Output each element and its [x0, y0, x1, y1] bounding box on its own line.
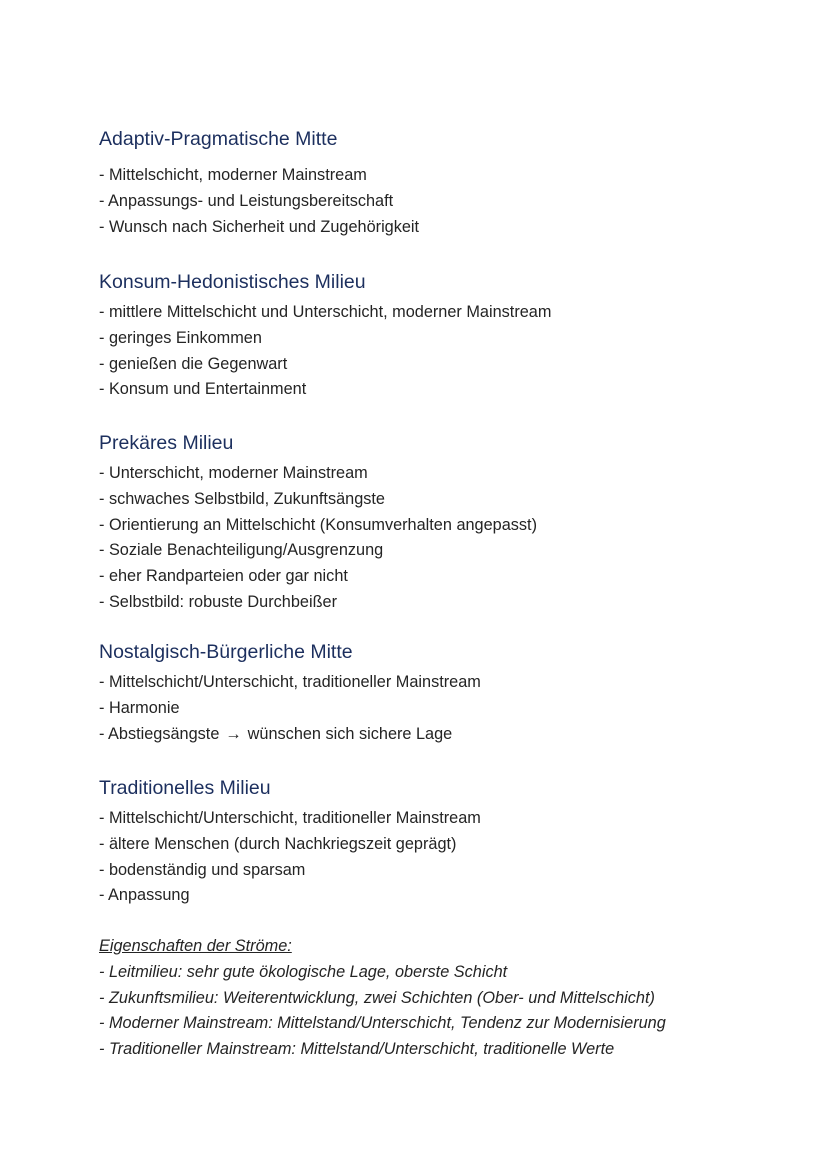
list-item: - Wunsch nach Sicherheit und Zugehörigkeit	[99, 217, 420, 236]
section-list	[99, 300, 779, 403]
section-nostalgisch-buergerliche-mitte	[99, 640, 779, 747]
list-item: - Unterschicht, moderner Mainstream	[99, 464, 368, 482]
notes-heading: Eigenschaften der Ströme:	[99, 937, 292, 955]
list-item: - Soziale Benachteiligung/Ausgrenzung	[99, 541, 384, 560]
list-item: - Anpassungs- und Leistungsbereitschaft	[99, 191, 394, 210]
list-item-with-arrow	[99, 722, 779, 748]
list-item: - Konsum und Entertainment	[99, 380, 307, 399]
list-item: - Mittelschicht, moderner Mainstream	[99, 166, 367, 184]
section-list	[99, 806, 779, 909]
list-item: - ältere Menschen (durch Nachkriegszeit geprägt)	[99, 834, 457, 853]
list-item: - mittlere Mittelschicht und Unterschicht, moderner Mainstream	[99, 303, 552, 321]
list-item: - Moderner Mainstream: Mittelstand/Unterschicht, Tendenz zur Modernisierung	[99, 1014, 666, 1033]
section-heading: Adaptiv-Pragmatische Mitte	[99, 128, 338, 150]
list-item: - Orientierung an Mittelschicht (Konsumverhalten angepasst)	[99, 515, 537, 534]
list-item: - genießen die Gegenwart	[99, 354, 288, 373]
list-item: - eher Randparteien oder gar nicht	[99, 567, 348, 586]
section-heading: Prekäres Milieu	[99, 432, 234, 454]
section-list	[99, 461, 779, 616]
arrow-item-after: wünschen sich sichere Lage	[247, 724, 453, 743]
arrow-item-before: - Abstiegsängste	[99, 724, 220, 743]
list-item: - Leitmilieu: sehr gute ökologische Lage, oberste Schicht	[99, 962, 508, 981]
section-konsum-hedonistisches-milieu	[99, 270, 779, 403]
list-item: - Zukunftsmilieu: Weiterentwicklung, zwei Schichten (Ober- und Mittelschicht)	[99, 988, 655, 1007]
notes-list	[99, 960, 779, 1063]
section-heading: Konsum-Hedonistisches Milieu	[99, 271, 366, 293]
section-adaptiv-pragmatische-mitte	[99, 127, 779, 240]
section-heading: Nostalgisch-Bürgerliche Mitte	[99, 641, 353, 663]
section-prekaeres-milieu	[99, 431, 779, 616]
notes-eigenschaften-der-stroeme	[99, 934, 779, 1063]
list-item: - Mittelschicht/Unterschicht, traditioneller Mainstream	[99, 673, 481, 691]
list-item: - bodenständig und sparsam	[99, 860, 306, 879]
list-item: - geringes Einkommen	[99, 328, 262, 347]
list-item: - Mittelschicht/Unterschicht, traditioneller Mainstream	[99, 809, 481, 827]
arrow-right-icon: →	[225, 724, 242, 743]
section-list	[99, 670, 779, 747]
section-traditionelles-milieu	[99, 776, 779, 909]
section-list	[99, 163, 779, 240]
list-item: - schwaches Selbstbild, Zukunftsängste	[99, 489, 385, 508]
section-heading: Traditionelles Milieu	[99, 777, 271, 799]
list-item: - Traditioneller Mainstream: Mittelstand/Unterschicht, traditionelle Werte	[99, 1040, 615, 1059]
list-item: - Selbstbild: robuste Durchbeißer	[99, 592, 337, 611]
list-item: - Harmonie	[99, 698, 180, 717]
list-item: - Anpassung	[99, 886, 190, 905]
